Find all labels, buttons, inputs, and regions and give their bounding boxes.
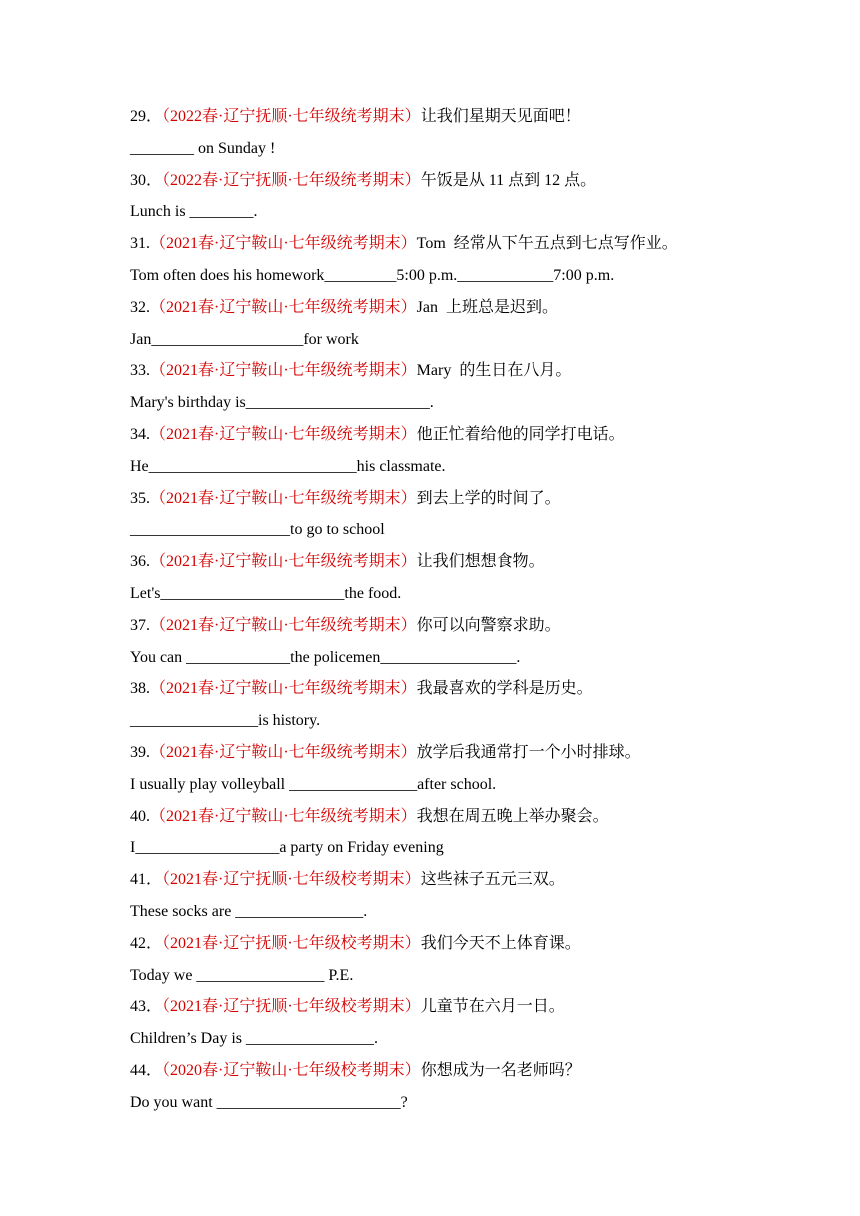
- question-answer-line: ____________________to go to school: [130, 521, 385, 539]
- question-number: 36.: [130, 553, 150, 571]
- question-answer-line: You can _____________the policemen_________________.: [130, 648, 521, 666]
- question-chinese: Tom 经常从下午五点到七点写作业。: [416, 235, 678, 253]
- question-prompt: [130, 928, 790, 960]
- question-chinese: Mary 的生日在八月。: [416, 362, 572, 380]
- question-answer-line: Lunch is ________.: [130, 203, 258, 221]
- question-source: （2021春·辽宁鞍山·七年级统考期末）: [150, 616, 417, 634]
- question-answer-line: ________________is history.: [130, 712, 321, 730]
- question-answer-line: Today we ________________ P.E.: [130, 966, 354, 984]
- question-number: 34.: [130, 425, 150, 443]
- question-source: （2021春·辽宁鞍山·七年级统考期末）: [150, 807, 417, 825]
- question-chinese: 到去上学的时间了。: [416, 489, 561, 507]
- question-source: （2021春·辽宁抚顺·七年级校考期末）: [162, 998, 421, 1016]
- question-answer-line: I usually play volleyball ________________after school.: [130, 775, 497, 793]
- question-prompt: [130, 1055, 790, 1087]
- question-number: 35.: [130, 489, 150, 507]
- question-number: 43．: [130, 998, 163, 1016]
- question-number: 39.: [130, 743, 150, 761]
- question-prompt: [130, 165, 790, 197]
- question-answer-line: Children’s Day is ________________.: [130, 1030, 378, 1048]
- question-prompt: [130, 546, 790, 578]
- question-prompt: [130, 101, 790, 133]
- question-answer-line: Let's_______________________the food.: [130, 584, 402, 602]
- question-chinese: 我们今天不上体育课。: [420, 934, 581, 952]
- question-chinese: 午饭是从 11 点到 12 点。: [420, 171, 597, 189]
- question-source: （2021春·辽宁鞍山·七年级统考期末）: [150, 489, 417, 507]
- question-source: （2021春·辽宁抚顺·七年级校考期末）: [162, 934, 421, 952]
- question-chinese: 你可以向警察求助。: [416, 616, 561, 634]
- question-chinese: 放学后我通常打一个小时排球。: [416, 743, 641, 761]
- question-answer-line: He__________________________his classmate.: [130, 457, 446, 475]
- question-number: 40.: [130, 807, 150, 825]
- question-answer-line: These socks are ________________.: [130, 902, 368, 920]
- question-source: （2022春·辽宁抚顺·七年级统考期末）: [162, 171, 421, 189]
- question-prompt: [130, 737, 790, 769]
- question-prompt: [130, 355, 790, 387]
- question-number: 42．: [130, 934, 163, 952]
- question-prompt: [130, 991, 790, 1023]
- question-number: 44．: [130, 1061, 163, 1079]
- question-source: （2021春·辽宁鞍山·七年级统考期末）: [150, 362, 417, 380]
- question-chinese: 他正忙着给他的同学打电话。: [416, 425, 625, 443]
- question-number: 30．: [130, 171, 163, 189]
- question-prompt: [130, 292, 790, 324]
- question-number: 31.: [130, 235, 150, 253]
- question-source: （2021春·辽宁鞍山·七年级统考期末）: [150, 680, 417, 698]
- question-prompt: [130, 419, 790, 451]
- question-answer-line: Tom often does his homework_________5:00 p.m.____________7:00 p.m.: [130, 266, 615, 284]
- question-chinese: 让我们想想食物。: [416, 553, 545, 571]
- question-source: （2021春·辽宁鞍山·七年级统考期末）: [150, 743, 417, 761]
- question-number: 41．: [130, 871, 163, 889]
- question-source: （2021春·辽宁鞍山·七年级统考期末）: [150, 553, 417, 571]
- question-prompt: [130, 483, 790, 515]
- question-chinese: Jan 上班总是迟到。: [416, 298, 559, 316]
- question-number: 32.: [130, 298, 150, 316]
- question-number: 38.: [130, 680, 150, 698]
- question-prompt: [130, 801, 790, 833]
- question-list: [130, 101, 790, 1119]
- question-source: （2021春·辽宁鞍山·七年级统考期末）: [150, 235, 417, 253]
- question-answer-line: Do you want _______________________?: [130, 1093, 408, 1111]
- question-chinese: 我最喜欢的学科是历史。: [416, 680, 593, 698]
- question-source: （2021春·辽宁抚顺·七年级校考期末）: [162, 871, 421, 889]
- question-chinese: 我想在周五晚上举办聚会。: [416, 807, 609, 825]
- question-source: （2021春·辽宁鞍山·七年级统考期末）: [150, 298, 417, 316]
- question-chinese: 儿童节在六月一日。: [420, 998, 565, 1016]
- question-prompt: [130, 864, 790, 896]
- question-answer-line: I__________________a party on Friday evening: [130, 839, 444, 857]
- question-number: 33.: [130, 362, 150, 380]
- question-number: 29．: [130, 108, 163, 125]
- question-source: （2021春·辽宁鞍山·七年级统考期末）: [150, 425, 417, 443]
- question-chinese: 这些袜子五元三双。: [420, 871, 565, 889]
- question-source: （2020春·辽宁鞍山·七年级校考期末）: [162, 1061, 421, 1079]
- question-prompt: [130, 673, 790, 705]
- question-answer-line: Mary's birthday is_______________________.: [130, 394, 434, 412]
- question-answer-line: Jan___________________for work: [130, 330, 359, 348]
- question-prompt: [130, 610, 790, 642]
- question-prompt: [130, 228, 790, 260]
- question-chinese: 你想成为一名老师吗？: [420, 1061, 581, 1079]
- question-answer-line: ________ on Sunday !: [130, 139, 276, 157]
- question-source: （2022春·辽宁抚顺·七年级统考期末）: [162, 108, 421, 125]
- question-chinese: 让我们星期天见面吧！: [420, 108, 581, 125]
- question-number: 37.: [130, 616, 150, 634]
